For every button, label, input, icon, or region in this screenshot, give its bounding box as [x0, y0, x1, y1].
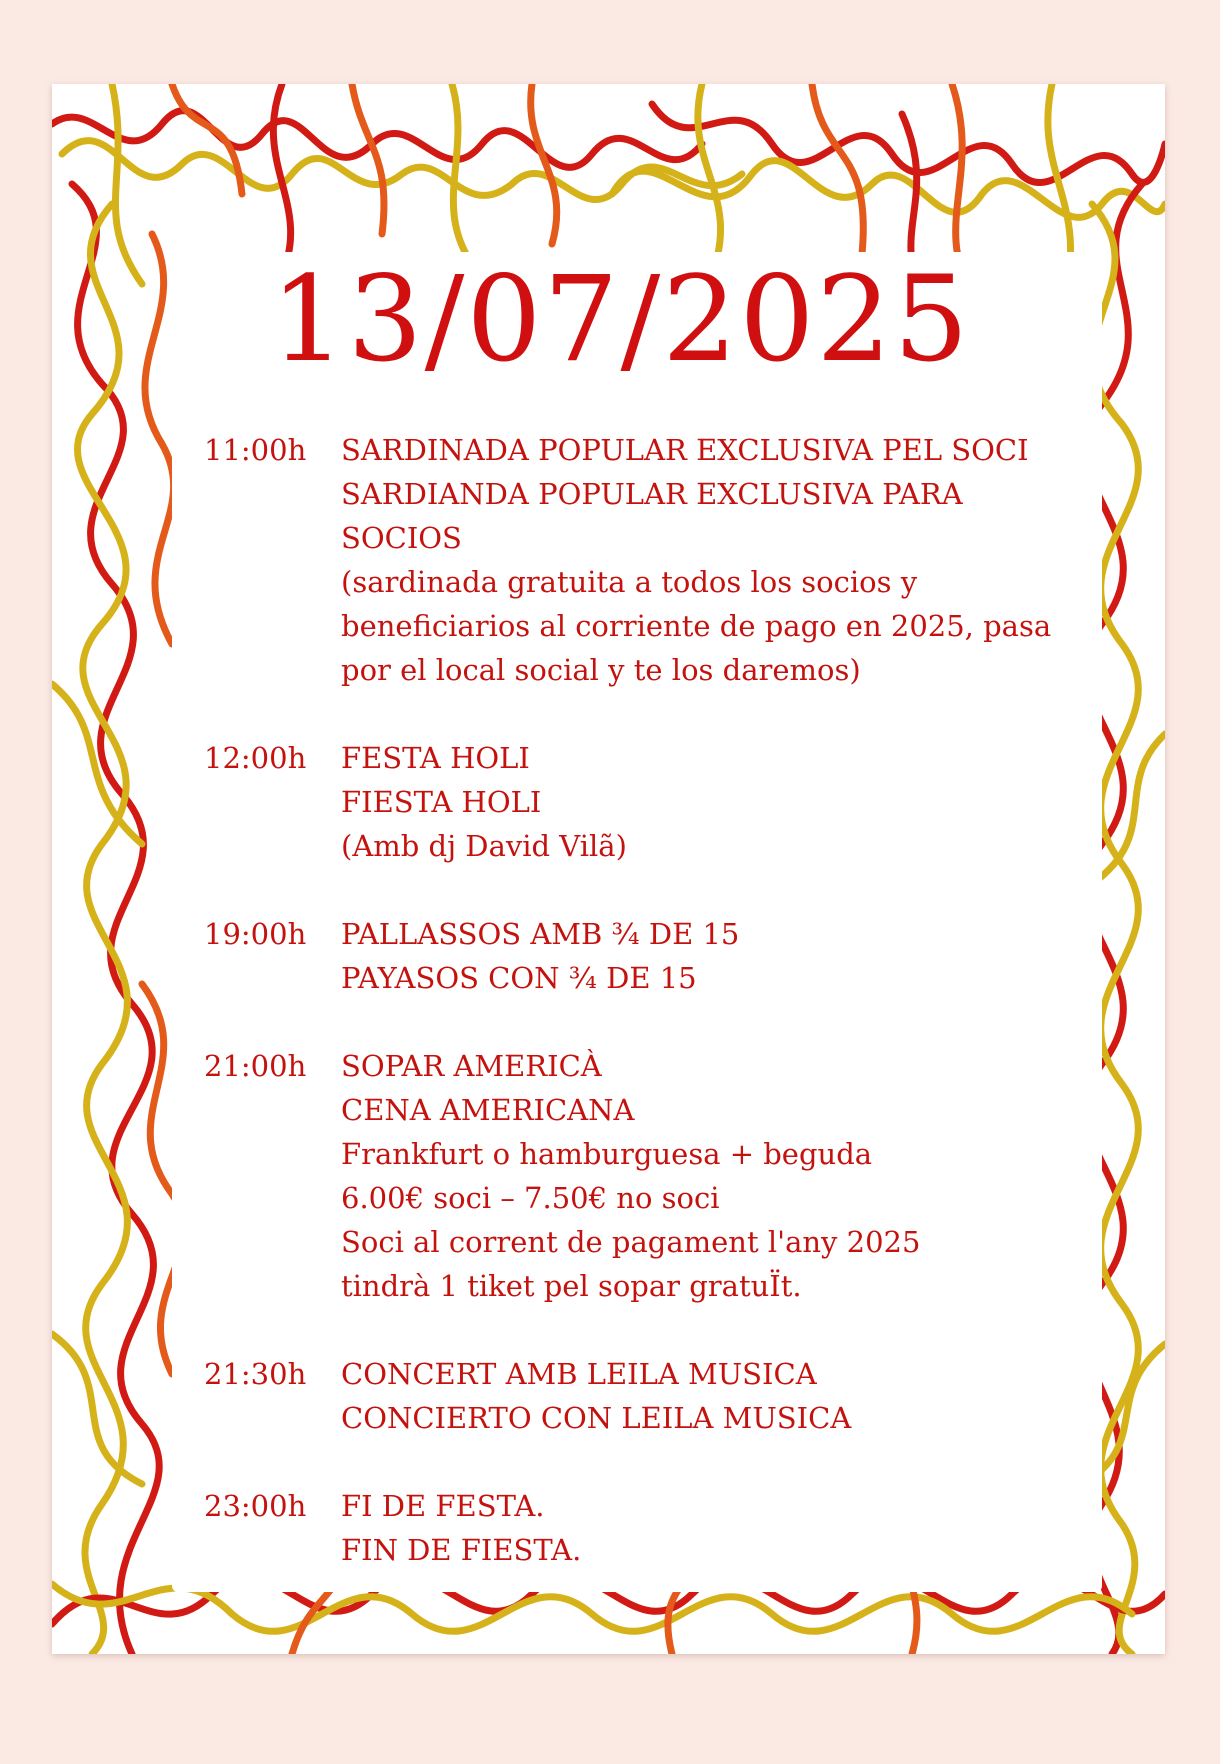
- event-line: SOCIOS: [341, 521, 462, 555]
- event-line: PALLASSOS AMB ¾ DE 15: [341, 917, 740, 951]
- schedule-list: [204, 428, 1084, 1616]
- event-line: Frankfurt o hamburguesa + beguda: [341, 1137, 873, 1171]
- event-line: (Amb dj David Vilã): [341, 829, 627, 863]
- schedule-item: [204, 1484, 1084, 1572]
- event-time: 23:00h: [204, 1489, 307, 1523]
- event-line: CENA AMERICANA: [341, 1093, 635, 1127]
- poster: [52, 84, 1165, 1654]
- event-time: 11:00h: [204, 433, 307, 467]
- event-line: FI DE FESTA.: [341, 1489, 545, 1523]
- event-line: 6.00€ soci – 7.50€ no soci: [341, 1181, 720, 1215]
- event-line: FESTA HOLI: [341, 741, 530, 775]
- event-line: tindrà 1 tiket pel sopar gratuÏt.: [341, 1269, 802, 1303]
- schedule-item: [204, 912, 1084, 1000]
- event-line: SARDIANDA POPULAR EXCLUSIVA PARA: [341, 477, 963, 511]
- event-line: FIESTA HOLI: [341, 785, 542, 819]
- event-time: 21:00h: [204, 1049, 307, 1083]
- event-line: Soci al corrent de pagament l'any 2025: [341, 1225, 921, 1259]
- event-line: beneficiarios al corriente de pago en 2025, pasa: [341, 609, 1052, 643]
- event-line: PAYASOS CON ¾ DE 15: [341, 961, 697, 995]
- schedule-item: [204, 1044, 1084, 1308]
- event-time: 19:00h: [204, 917, 307, 951]
- event-details: [341, 1352, 1084, 1440]
- event-time: 21:30h: [204, 1357, 307, 1391]
- event-line: FIN DE FIESTA.: [341, 1533, 582, 1567]
- event-details: [341, 736, 1084, 868]
- event-line: (sardinada gratuita a todos los socios y: [341, 565, 918, 599]
- event-line: SOPAR AMERICÀ: [341, 1049, 602, 1083]
- event-date-title: 13/07/2025: [270, 250, 971, 388]
- event-details: [341, 1484, 1084, 1572]
- schedule-item: [204, 428, 1084, 692]
- schedule-item: [204, 736, 1084, 868]
- event-time: 12:00h: [204, 741, 307, 775]
- event-line: CONCIERTO CON LEILA MUSICA: [341, 1401, 852, 1435]
- event-details: [341, 428, 1084, 692]
- event-line: SARDINADA POPULAR EXCLUSIVA PEL SOCI: [341, 433, 1029, 467]
- event-details: [341, 912, 1084, 1000]
- event-line: CONCERT AMB LEILA MUSICA: [341, 1357, 817, 1391]
- event-details: [341, 1044, 1084, 1308]
- schedule-item: [204, 1352, 1084, 1440]
- event-line: por el local social y te los daremos): [341, 653, 861, 687]
